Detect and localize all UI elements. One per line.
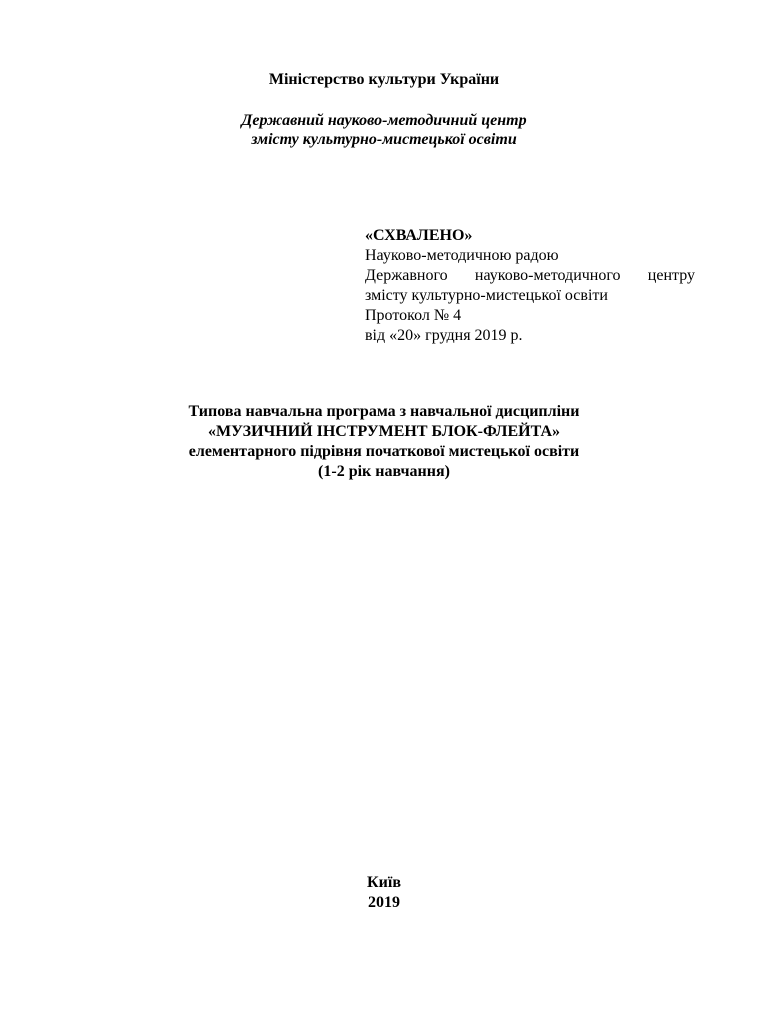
program-line-2: «МУЗИЧНИЙ ІНСТРУМЕНТ БЛОК-ФЛЕЙТА» (208, 423, 560, 440)
footer-city: Київ (367, 874, 401, 891)
approval-date: від «20» грудня 2019 р. (365, 327, 523, 344)
program-line-4: (1-2 рік навчання) (318, 463, 450, 480)
approval-block (365, 226, 695, 346)
footer-year: 2019 (368, 894, 400, 911)
approval-line-2: Державного науково-методичного центру (365, 267, 695, 284)
approval-line-3: змісту культурно-мистецької освіти (365, 287, 608, 304)
center-name-line-1: Державний науково-методичний центр (241, 112, 527, 129)
center-name-line-2: змісту культурно-мистецької освіти (251, 131, 517, 148)
program-line-3: елементарного підрівня початкової мистецької освіти (188, 443, 580, 460)
approval-title: «СХВАЛЕНО» (365, 227, 473, 244)
ministry-title: Міністерство культури України (268, 71, 500, 88)
program-line-1: Типова навчальна програма з навчальної дисципліни (188, 403, 580, 420)
approval-line-1: Науково-методичною радою (365, 247, 559, 264)
approval-protocol: Протокол № 4 (365, 307, 462, 324)
